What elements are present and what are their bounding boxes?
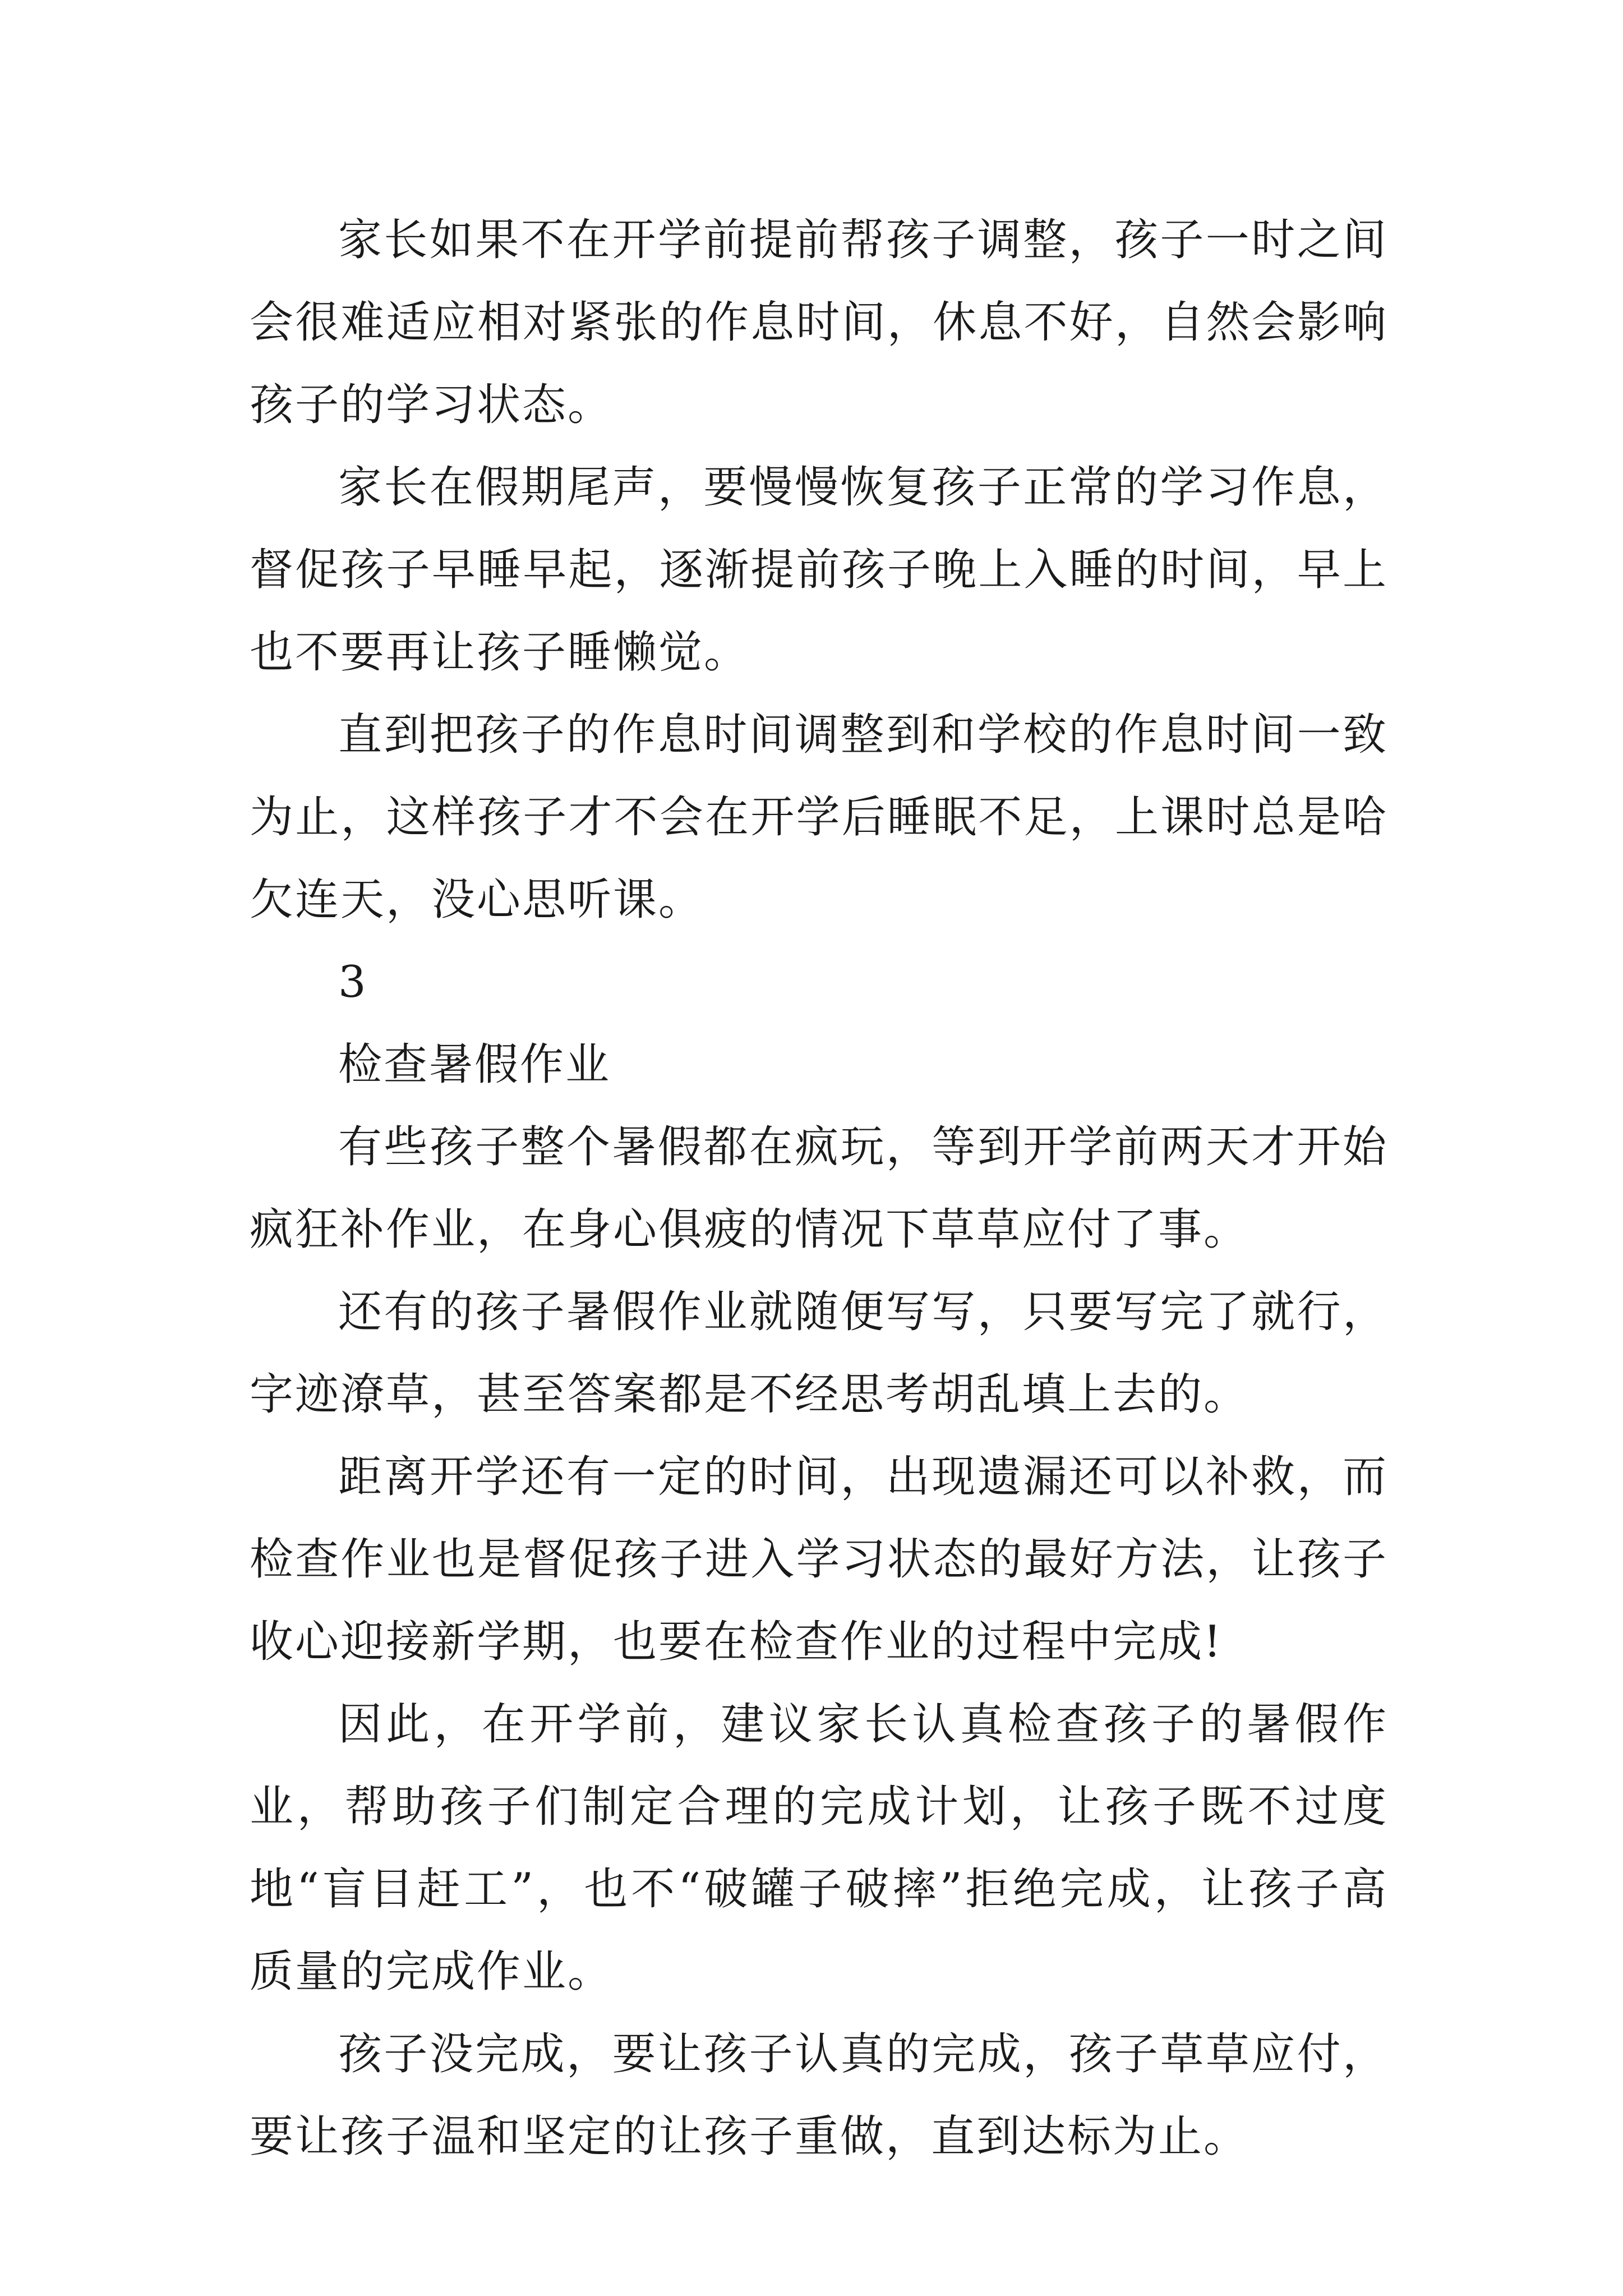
paragraph-parent-advice: 因此，在开学前，建议家长认真检查孩子的暑假作业，帮助孩子们制定合理的完成计划，让孩子既不过度地“盲目赶工”，也不“破罐子破摔”拒绝完成，让孩子高质量的完成作业。	[250, 1699, 1388, 1997]
document-body	[250, 199, 1388, 2178]
paragraph-last-minute-homework: 有些孩子整个暑假都在疯玩，等到开学前两天才开始疯狂补作业，在身心俱疲的情况下草草应付了事。	[250, 1122, 1388, 1255]
section-heading: 检查暑假作业	[338, 1039, 611, 1090]
section-number: 3	[338, 957, 368, 1007]
paragraph-sleep-adjustment: 家长如果不在开学前提前帮孩子调整，孩子一时之间会很难适应相对紧张的作息时间，休息不好，自然会影响孩子的学习状态。	[250, 215, 1388, 430]
paragraph-careless-homework: 还有的孩子暑假作业就随便写写，只要写完了就行，字迹潦草，甚至答案都是不经思考胡乱填上去的。	[250, 1287, 1388, 1420]
paragraph-redo-homework: 孩子没完成，要让孩子认真的完成，孩子草草应付，要让孩子温和坚定的让孩子重做，直到达标为止。	[250, 2029, 1388, 2162]
paragraph-check-homework: 距离开学还有一定的时间，出现遗漏还可以补救，而检查作业也是督促孩子进入学习状态的最好方法，让孩子收心迎接新学期，也要在检查作业的过程中完成!	[250, 1452, 1388, 1667]
paragraph-restore-schedule: 家长在假期尾声，要慢慢恢复孩子正常的学习作息，督促孩子早睡早起，逐渐提前孩子晚上入睡的时间，早上也不要再让孩子睡懒觉。	[250, 462, 1388, 678]
paragraph-match-school-schedule: 直到把孩子的作息时间调整到和学校的作息时间一致为止，这样孩子才不会在开学后睡眠不足，上课时总是哈欠连天，没心思听课。	[250, 710, 1388, 925]
